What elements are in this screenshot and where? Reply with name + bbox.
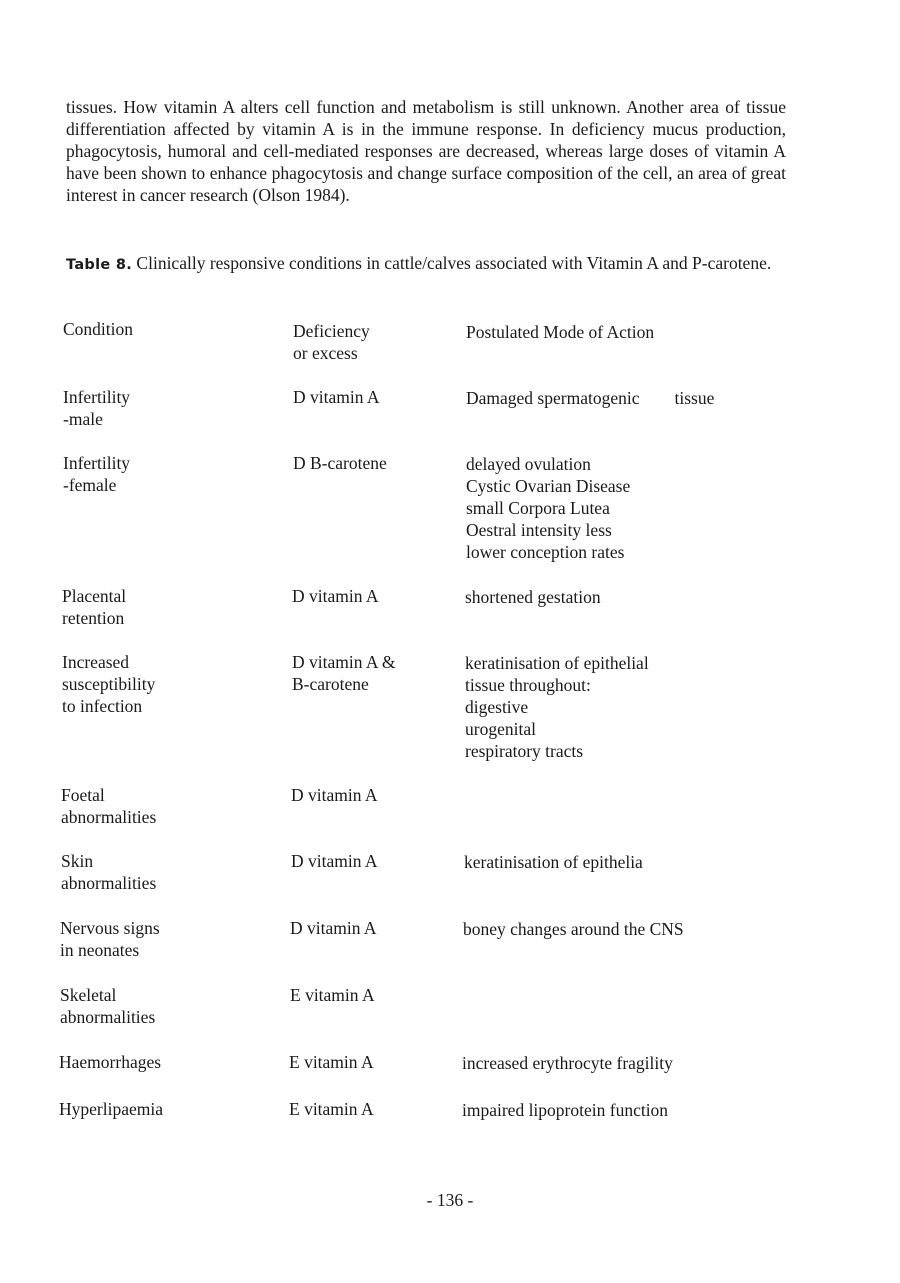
row-10-mode xyxy=(462,1099,668,1121)
row-7-mode xyxy=(463,918,684,940)
condition-line: to infection xyxy=(62,696,143,716)
mode-line: Damaged spermatogenic tissue xyxy=(466,388,715,408)
row-1-condition xyxy=(63,386,130,430)
header-condition xyxy=(63,318,133,340)
row-9-deficiency xyxy=(289,1051,374,1073)
page-number: - 136 - xyxy=(426,1190,474,1210)
table-caption xyxy=(66,252,786,276)
mode-line: increased erythrocyte fragility xyxy=(462,1053,673,1073)
header-deficiency-line: Deficiency xyxy=(293,321,370,341)
condition-line: abnormalities xyxy=(61,807,157,827)
row-1-deficiency xyxy=(293,386,380,408)
row-4-deficiency xyxy=(292,651,396,695)
row-7-condition xyxy=(60,917,160,961)
row-4-mode xyxy=(465,652,649,762)
condition-line: Placental xyxy=(62,586,127,606)
condition-line: abnormalities xyxy=(60,1007,156,1027)
condition-line: Infertility xyxy=(63,387,131,407)
row-8-condition xyxy=(60,984,155,1028)
intro-paragraph: tissues. How vitamin A alters cell function and metabolism is still unknown. Another area of tissue differentiation affected by vitamin A is in the immune response. In deficiency mucus production, phagocytosis, humoral and cell-mediated responses are decreased, whereas large doses of vitamin A have been shown to enhance phagocytosis and change surface composition of the cell, an area of great interest in cancer research (Olson 1984). xyxy=(66,97,786,205)
header-mode-line: Postulated Mode of Action xyxy=(466,322,655,342)
row-3-mode xyxy=(465,586,601,608)
header-deficiency-line: or excess xyxy=(293,343,358,363)
row-1-mode xyxy=(466,387,714,409)
row-3-condition xyxy=(62,585,126,629)
deficiency-line: B-carotene xyxy=(292,674,369,694)
row-10-condition xyxy=(59,1098,163,1120)
deficiency-line: E vitamin A xyxy=(289,1099,374,1119)
header-condition-line: Condition xyxy=(63,319,134,339)
condition-line: Nervous signs xyxy=(60,918,160,938)
mode-line: small Corpora Lutea xyxy=(466,498,610,518)
mode-line: boney changes around the CNS xyxy=(463,919,684,939)
mode-line: Cystic Ovarian Disease xyxy=(466,476,631,496)
row-10-deficiency xyxy=(289,1098,374,1120)
row-5-deficiency xyxy=(291,784,378,806)
mode-line: respiratory tracts xyxy=(465,741,584,761)
row-6-mode xyxy=(464,851,643,873)
mode-line: urogenital xyxy=(465,719,536,739)
deficiency-line: D vitamin A & xyxy=(292,652,396,672)
row-6-deficiency xyxy=(291,850,378,872)
mode-line: shortened gestation xyxy=(465,587,601,607)
mode-line: keratinisation of epithelia xyxy=(464,852,643,872)
table-caption-label: Table 8. xyxy=(66,257,133,273)
header-mode xyxy=(466,321,654,343)
mode-line: tissue throughout: xyxy=(465,675,591,695)
condition-line: Foetal xyxy=(61,785,105,805)
deficiency-line: D vitamin A xyxy=(292,586,379,606)
mode-line: delayed ovulation xyxy=(466,454,591,474)
condition-line: susceptibility xyxy=(62,674,156,694)
row-6-condition xyxy=(61,850,156,894)
condition-line: Skeletal xyxy=(60,985,117,1005)
condition-line: abnormalities xyxy=(61,873,157,893)
row-9-mode xyxy=(462,1052,673,1074)
deficiency-line: E vitamin A xyxy=(290,985,375,1005)
condition-line: -male xyxy=(63,409,103,429)
condition-line: Skin xyxy=(61,851,94,871)
condition-line: Increased xyxy=(62,652,130,672)
deficiency-line: D vitamin A xyxy=(291,785,378,805)
mode-line: digestive xyxy=(465,697,529,717)
deficiency-line: D vitamin A xyxy=(291,851,378,871)
table-caption-text: Clinically responsive conditions in cattle/calves associated with Vitamin A and P-carotene. xyxy=(132,253,772,273)
condition-line: Haemorrhages xyxy=(59,1052,162,1072)
condition-line: retention xyxy=(62,608,125,628)
row-3-deficiency xyxy=(292,585,379,607)
deficiency-line: D B-carotene xyxy=(293,453,387,473)
row-2-condition xyxy=(63,452,130,496)
condition-line: Infertility xyxy=(63,453,131,473)
row-4-condition xyxy=(62,651,155,717)
deficiency-line: E vitamin A xyxy=(289,1052,374,1072)
row-7-deficiency xyxy=(290,917,377,939)
mode-line: Oestral intensity less xyxy=(466,520,612,540)
deficiency-line: D vitamin A xyxy=(290,918,377,938)
mode-line: lower conception rates xyxy=(466,542,625,562)
row-8-deficiency xyxy=(290,984,375,1006)
row-9-condition xyxy=(59,1051,161,1073)
mode-line: keratinisation of epithelial xyxy=(465,653,649,673)
header-deficiency xyxy=(293,320,370,364)
deficiency-line: D vitamin A xyxy=(293,387,380,407)
row-2-deficiency xyxy=(293,452,387,474)
row-5-condition xyxy=(61,784,156,828)
mode-line: impaired lipoprotein function xyxy=(462,1100,669,1120)
row-2-mode xyxy=(466,453,630,563)
condition-line: Hyperlipaemia xyxy=(59,1099,163,1119)
condition-line: -female xyxy=(63,475,117,495)
condition-line: in neonates xyxy=(60,940,140,960)
